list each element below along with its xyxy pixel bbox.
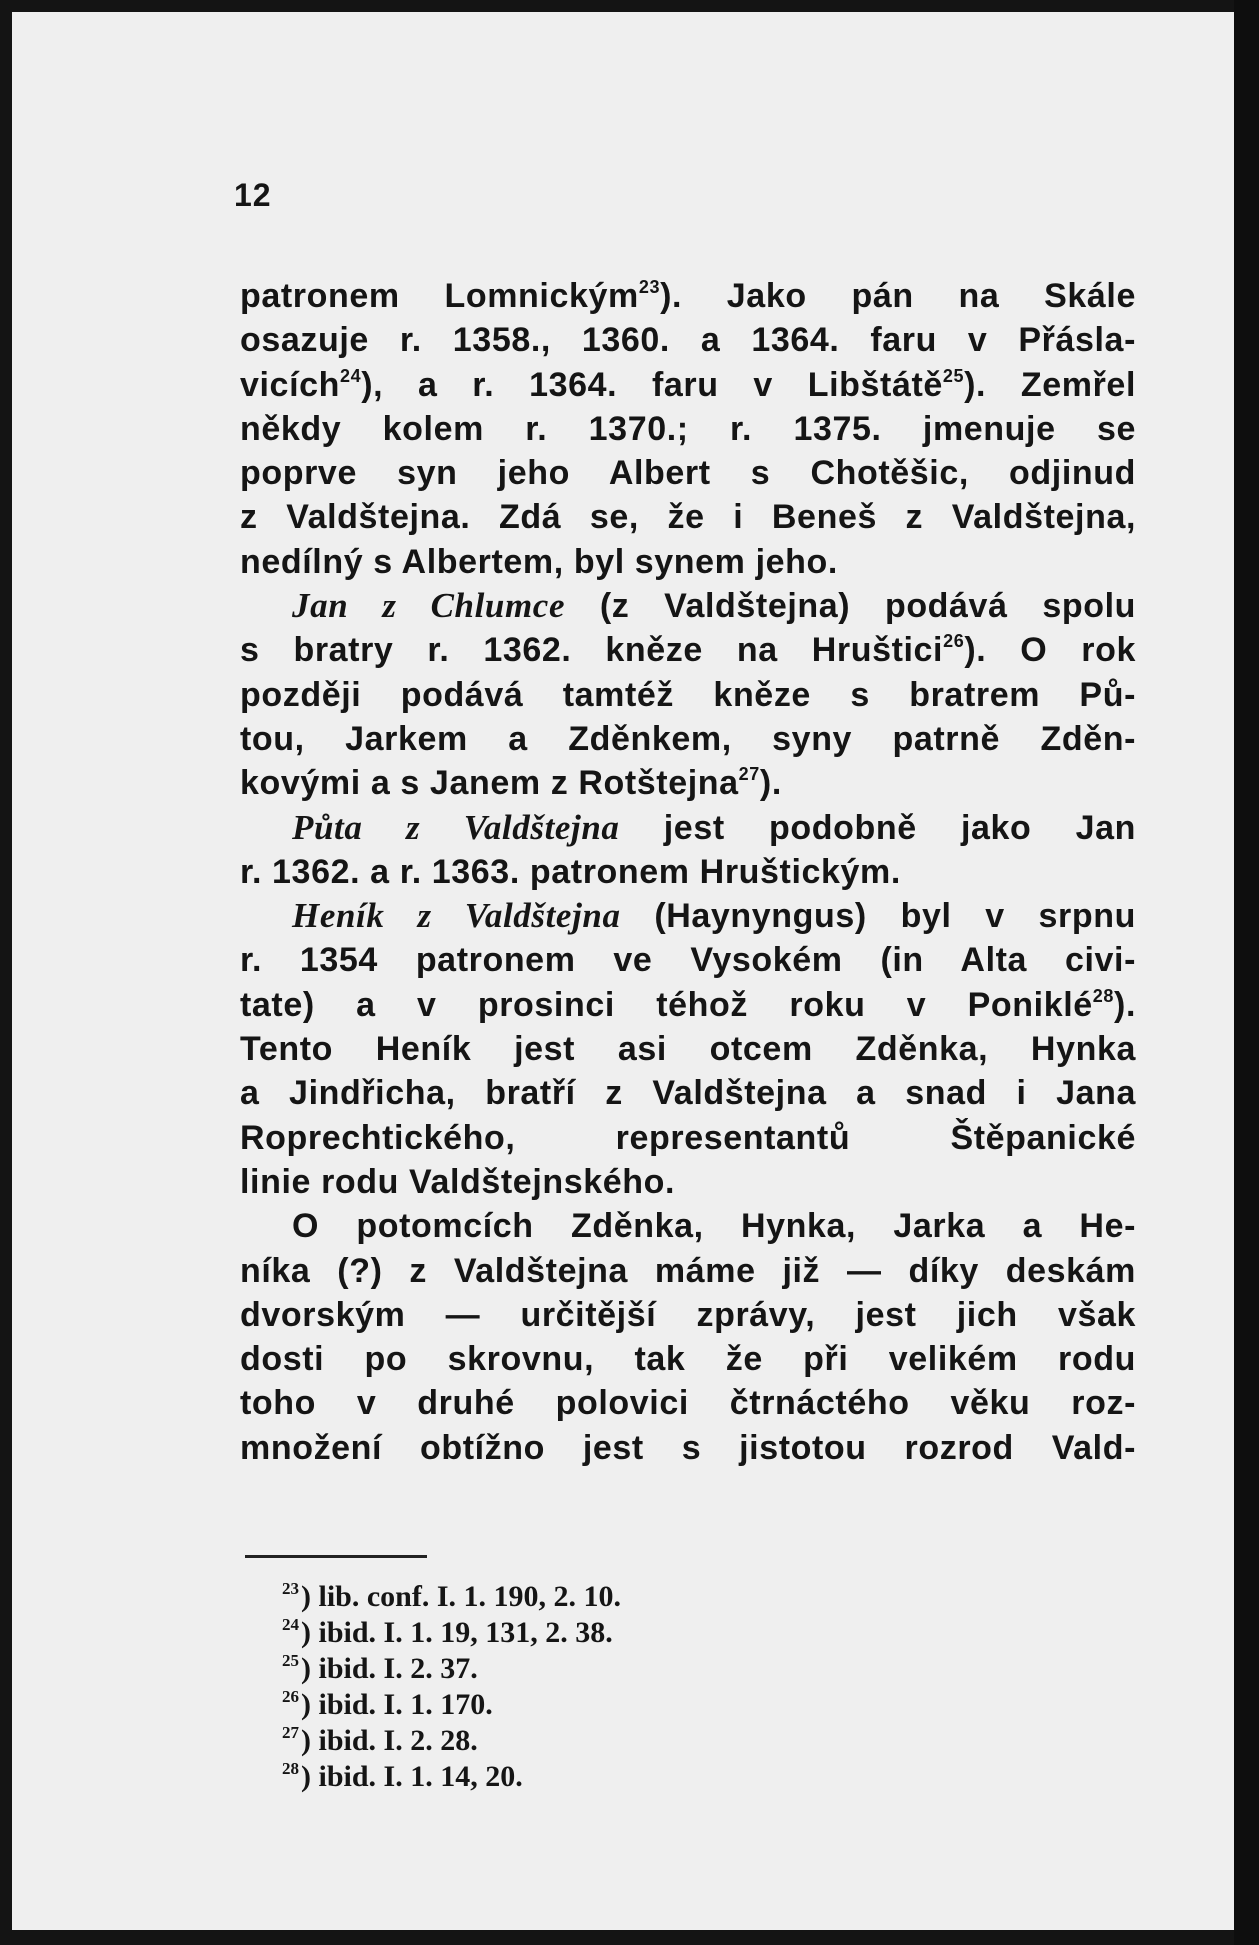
text-line: [240, 584, 1136, 628]
body-text: [240, 274, 1136, 1470]
text-run: později podává tamtéž kněze s bratrem Pů-: [240, 675, 1136, 714]
text-line: [240, 938, 1136, 982]
text-line: [240, 1249, 1136, 1293]
footnote-reference: 28: [1092, 985, 1115, 1006]
text-run: poprve syn jeho Albert s Chotěšic, odjinud: [240, 454, 1136, 493]
text-run: množení obtížno jest s jistotou rozrod Vald-: [240, 1428, 1136, 1467]
text-run: ), a r. 1364. faru v Libštátě: [361, 365, 943, 404]
text-line: [240, 1381, 1136, 1425]
text-line: [240, 451, 1136, 495]
footnote-reference: 26: [943, 631, 965, 652]
text-line: [240, 1426, 1136, 1470]
text-run: patronem Lomnickým: [240, 277, 639, 315]
footnote-text: ) ibid. I. 1. 19, 131, 2. 38.: [301, 1616, 613, 1649]
footnote: [282, 1651, 621, 1687]
footnote-separator: [245, 1555, 427, 1558]
footnote-number: 26: [282, 1687, 299, 1706]
footnote-text: ) ibid. I. 1. 14, 20.: [301, 1760, 523, 1793]
text-line: [240, 274, 1136, 318]
footnote: [282, 1687, 621, 1723]
text-run: z Valdštejna. Zdá se, že i Beneš z Valdštejna,: [240, 498, 1136, 537]
text-run: Roprechtického, representantů Štěpanické: [240, 1118, 1136, 1157]
text-run: (Haynyngus) byl v srpnu: [620, 897, 1136, 936]
page-number: 12: [234, 177, 272, 213]
book-page: [12, 12, 1234, 1930]
text-line: [240, 363, 1136, 407]
text-line: [240, 673, 1136, 717]
footnotes: [282, 1579, 621, 1795]
text-run: Tento Heník jest asi otcem Zděnka, Hynka: [240, 1030, 1136, 1069]
text-run: nedílný s Albertem, byl synem jeho.: [240, 542, 838, 581]
text-run: O potomcích Zděnka, Hynka, Jarka a He-: [292, 1207, 1136, 1246]
footnote-reference: 23: [638, 277, 661, 297]
footnote: [282, 1579, 621, 1615]
text-line: [240, 318, 1136, 362]
text-run: ). O rok: [964, 631, 1136, 670]
text-run: dvorským — určitější zprávy, jest jich však: [240, 1295, 1136, 1334]
text-line: [240, 628, 1136, 672]
footnote-number: 28: [282, 1759, 299, 1778]
text-line: [240, 495, 1136, 539]
footnote: [282, 1759, 621, 1795]
text-line: [240, 1293, 1136, 1337]
text-run: kovými a s Janem z Rotštejna: [240, 764, 739, 803]
footnote-text: ) ibid. I. 2. 37.: [301, 1652, 478, 1685]
text-run: r. 1354 patronem ve Vysokém (in Alta civi-: [240, 941, 1136, 980]
text-run: (z Valdštejna) podává spolu: [565, 587, 1136, 626]
person-name: Heník z Valdštejna: [292, 896, 621, 936]
text-run: ).: [1114, 985, 1136, 1024]
text-line: [240, 983, 1136, 1027]
person-name: Jan z Chlumce: [292, 586, 566, 626]
text-run: a Jindřicha, bratří z Valdštejna a snad i Jana: [240, 1074, 1136, 1113]
text-run: s bratry r. 1362. kněze na Hruštici: [240, 631, 944, 670]
text-line: [240, 806, 1136, 850]
text-line: [240, 1116, 1136, 1160]
footnote-text: ) lib. conf. I. 1. 190, 2. 10.: [301, 1580, 622, 1613]
text-run: r. 1362. a r. 1363. patronem Hruštickým.: [240, 852, 901, 891]
text-run: dosti po skrovnu, tak že při velikém rodu: [240, 1340, 1136, 1379]
text-run: ). Jako pán na Skále: [660, 277, 1136, 315]
footnote-number: 23: [282, 1579, 299, 1598]
text-run: vicích: [240, 365, 340, 404]
text-line: [240, 894, 1136, 938]
text-line: [240, 407, 1136, 451]
text-line: [240, 1204, 1136, 1248]
text-run: jest podobně jako Jan: [619, 808, 1136, 847]
person-name: Půta z Valdštejna: [292, 807, 620, 847]
text-run: toho v druhé polovici čtrnáctého věku roz-: [240, 1384, 1136, 1423]
text-line: [240, 1071, 1136, 1115]
footnote-reference: 27: [738, 764, 760, 785]
text-line: [240, 1027, 1136, 1071]
text-run: osazuje r. 1358., 1360. a 1364. faru v Přásla-: [240, 321, 1136, 360]
footnote: [282, 1615, 621, 1651]
footnote-text: ) ibid. I. 2. 28.: [301, 1724, 478, 1757]
text-run: linie rodu Valdštejnského.: [240, 1162, 676, 1201]
text-run: tate) a v prosinci téhož roku v Poniklé: [240, 985, 1093, 1024]
text-line: [240, 1337, 1136, 1381]
text-run: tou, Jarkem a Zděnkem, syny patrně Zděn-: [240, 719, 1136, 758]
footnote-number: 27: [282, 1723, 299, 1742]
text-run: níka (?) z Valdštejna máme již — díky deskám: [240, 1251, 1136, 1290]
text-line: [240, 540, 1136, 584]
footnote-text: ) ibid. I. 1. 170.: [301, 1688, 493, 1721]
text-line: [240, 850, 1136, 894]
text-run: někdy kolem r. 1370.; r. 1375. jmenuje se: [240, 409, 1136, 448]
footnote-number: 25: [282, 1651, 299, 1670]
text-line: [240, 1160, 1136, 1204]
footnote-reference: 25: [942, 365, 965, 386]
footnote: [282, 1723, 621, 1759]
scan-edge: [1234, 0, 1259, 1945]
text-run: ).: [759, 764, 782, 803]
footnote-number: 24: [282, 1615, 299, 1634]
text-line: [240, 717, 1136, 761]
footnote-reference: 24: [340, 365, 362, 386]
text-line: [240, 761, 1136, 805]
text-run: ). Zemřel: [964, 365, 1136, 404]
